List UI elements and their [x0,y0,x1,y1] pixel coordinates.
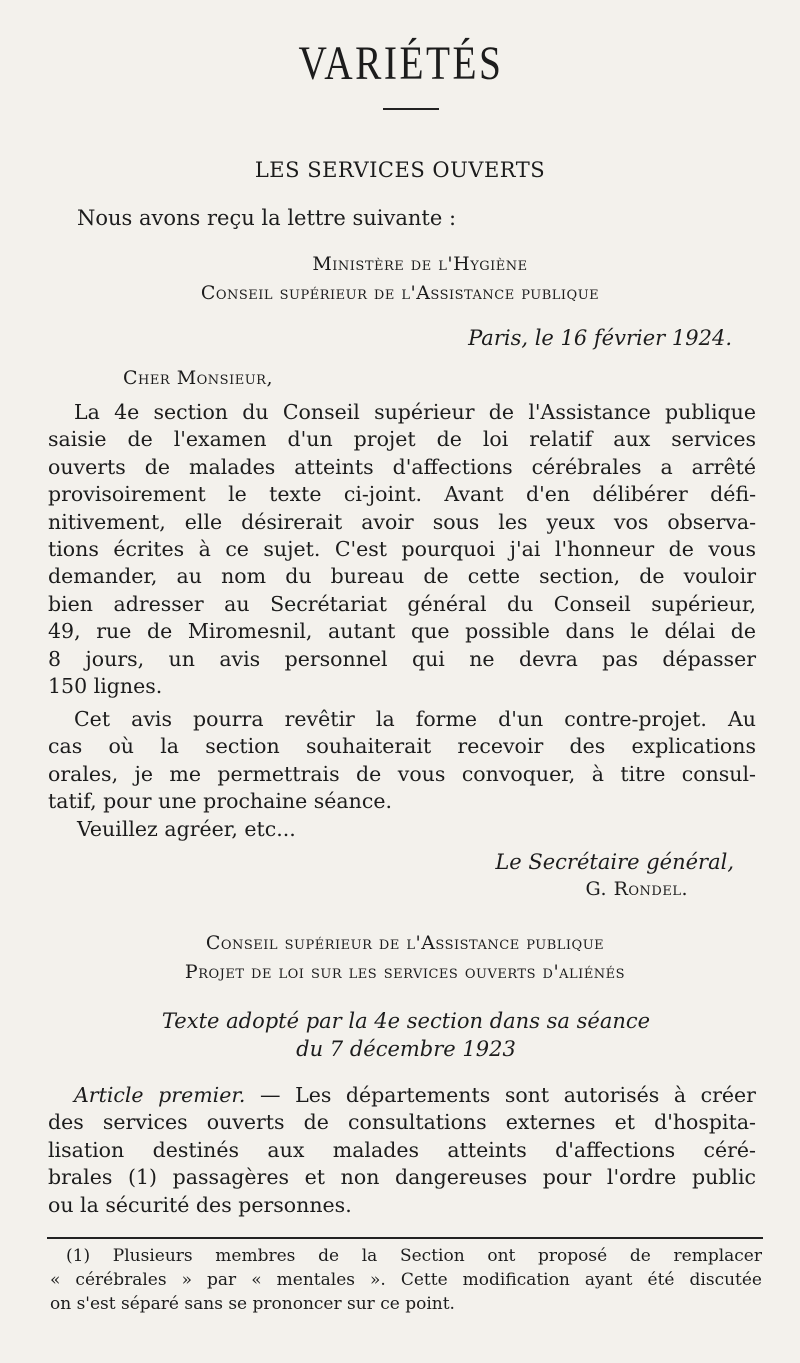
adopted-text-line-1: Texte adopté par la 4e section dans sa séance [161,1009,651,1033]
text-line: Cet avis pourra revêtir la forme d'un contre-projet. Au [74,707,756,731]
letter-date: Paris, le 16 février 1924. [468,326,732,350]
letter-salutation: Cher Monsieur, [123,367,273,389]
text-line: 49, rue de Miromesnil, autant que possible dans le délai de [48,619,756,644]
text-line: des services ouverts de consultations externes et d'hospita- [48,1110,756,1135]
letter-header-ministry: Ministère de l'Hygiène [312,253,528,275]
page-title: VARIÉTÉS [298,37,504,90]
section-title: LES SERVICES OUVERTS [254,158,546,182]
text-line: cas où la section souhaiterait recevoir des explications [48,734,756,759]
footnote [50,1244,762,1316]
article-label: Article premier. [74,1083,246,1107]
letter-closing: Veuillez agréer, etc... [77,817,296,841]
adopted-text-line-2: du 7 décembre 1923 [296,1037,516,1061]
text-line: saisie de l'examen d'un projet de loi relatif aux services [48,427,756,452]
text-line: lisation destinés aux malades atteints d'affections céré- [48,1137,756,1162]
signature-name: G. Rondel. [585,878,688,900]
footnote-line: (1) Plusieurs membres de la Section ont proposé de remplacer [66,1246,762,1266]
text-line: provisoirement le texte ci-joint. Avant d'en délibérer défi- [48,482,756,507]
title-rule [383,108,439,110]
text-line: orales, je me permettrais de vous convoquer, à titre consul- [48,761,756,786]
text-line: bien adresser au Secrétariat général du Conseil supérieur, [48,591,756,616]
text-line: nitivement, elle désirerait avoir sous les yeux vos observa- [48,509,756,534]
text-line: brales (1) passagères et non dangereuses pour l'ordre public [48,1165,756,1190]
footnote-rule [47,1237,763,1239]
text-line: demander, au nom du bureau de cette section, de vouloir [48,564,756,589]
footnote-line: on s'est séparé sans se prononcer sur ce point. [50,1294,455,1314]
text-line: tatif, pour une prochaine séance. [48,789,392,814]
text-line: 150 lignes. [48,673,163,698]
article-text: — Les départements sont autorisés à créer [245,1083,756,1107]
letter-paragraph-1 [48,399,756,700]
text-line [48,1082,756,1109]
signature-role: Le Secrétaire général, [495,850,734,874]
letter-header-council: Conseil supérieur de l'Assistance publique [200,282,600,304]
projet-header-council: Conseil supérieur de l'Assistance publique [205,932,605,954]
projet-header-title: Projet de loi sur les services ouverts d'aliénés [184,961,626,983]
text-line: 8 jours, un avis personnel qui ne devra pas dépasser [48,646,756,671]
article-premier [48,1082,756,1219]
letter-paragraph-2 [48,706,756,816]
text-line: tions écrites à ce sujet. C'est pourquoi j'ai l'honneur de vous [48,536,756,561]
text-line: ou la sécurité des personnes. [48,1192,352,1217]
text-line: ouverts de malades atteints d'affections cérébrales a arrêté [48,454,756,479]
text-line: La 4e section du Conseil supérieur de l'Assistance publique [74,400,756,424]
intro-text: Nous avons reçu la lettre suivante : [77,206,457,230]
footnote-line: « cérébrales » par « mentales ». Cette modification ayant été discutée [50,1270,762,1290]
